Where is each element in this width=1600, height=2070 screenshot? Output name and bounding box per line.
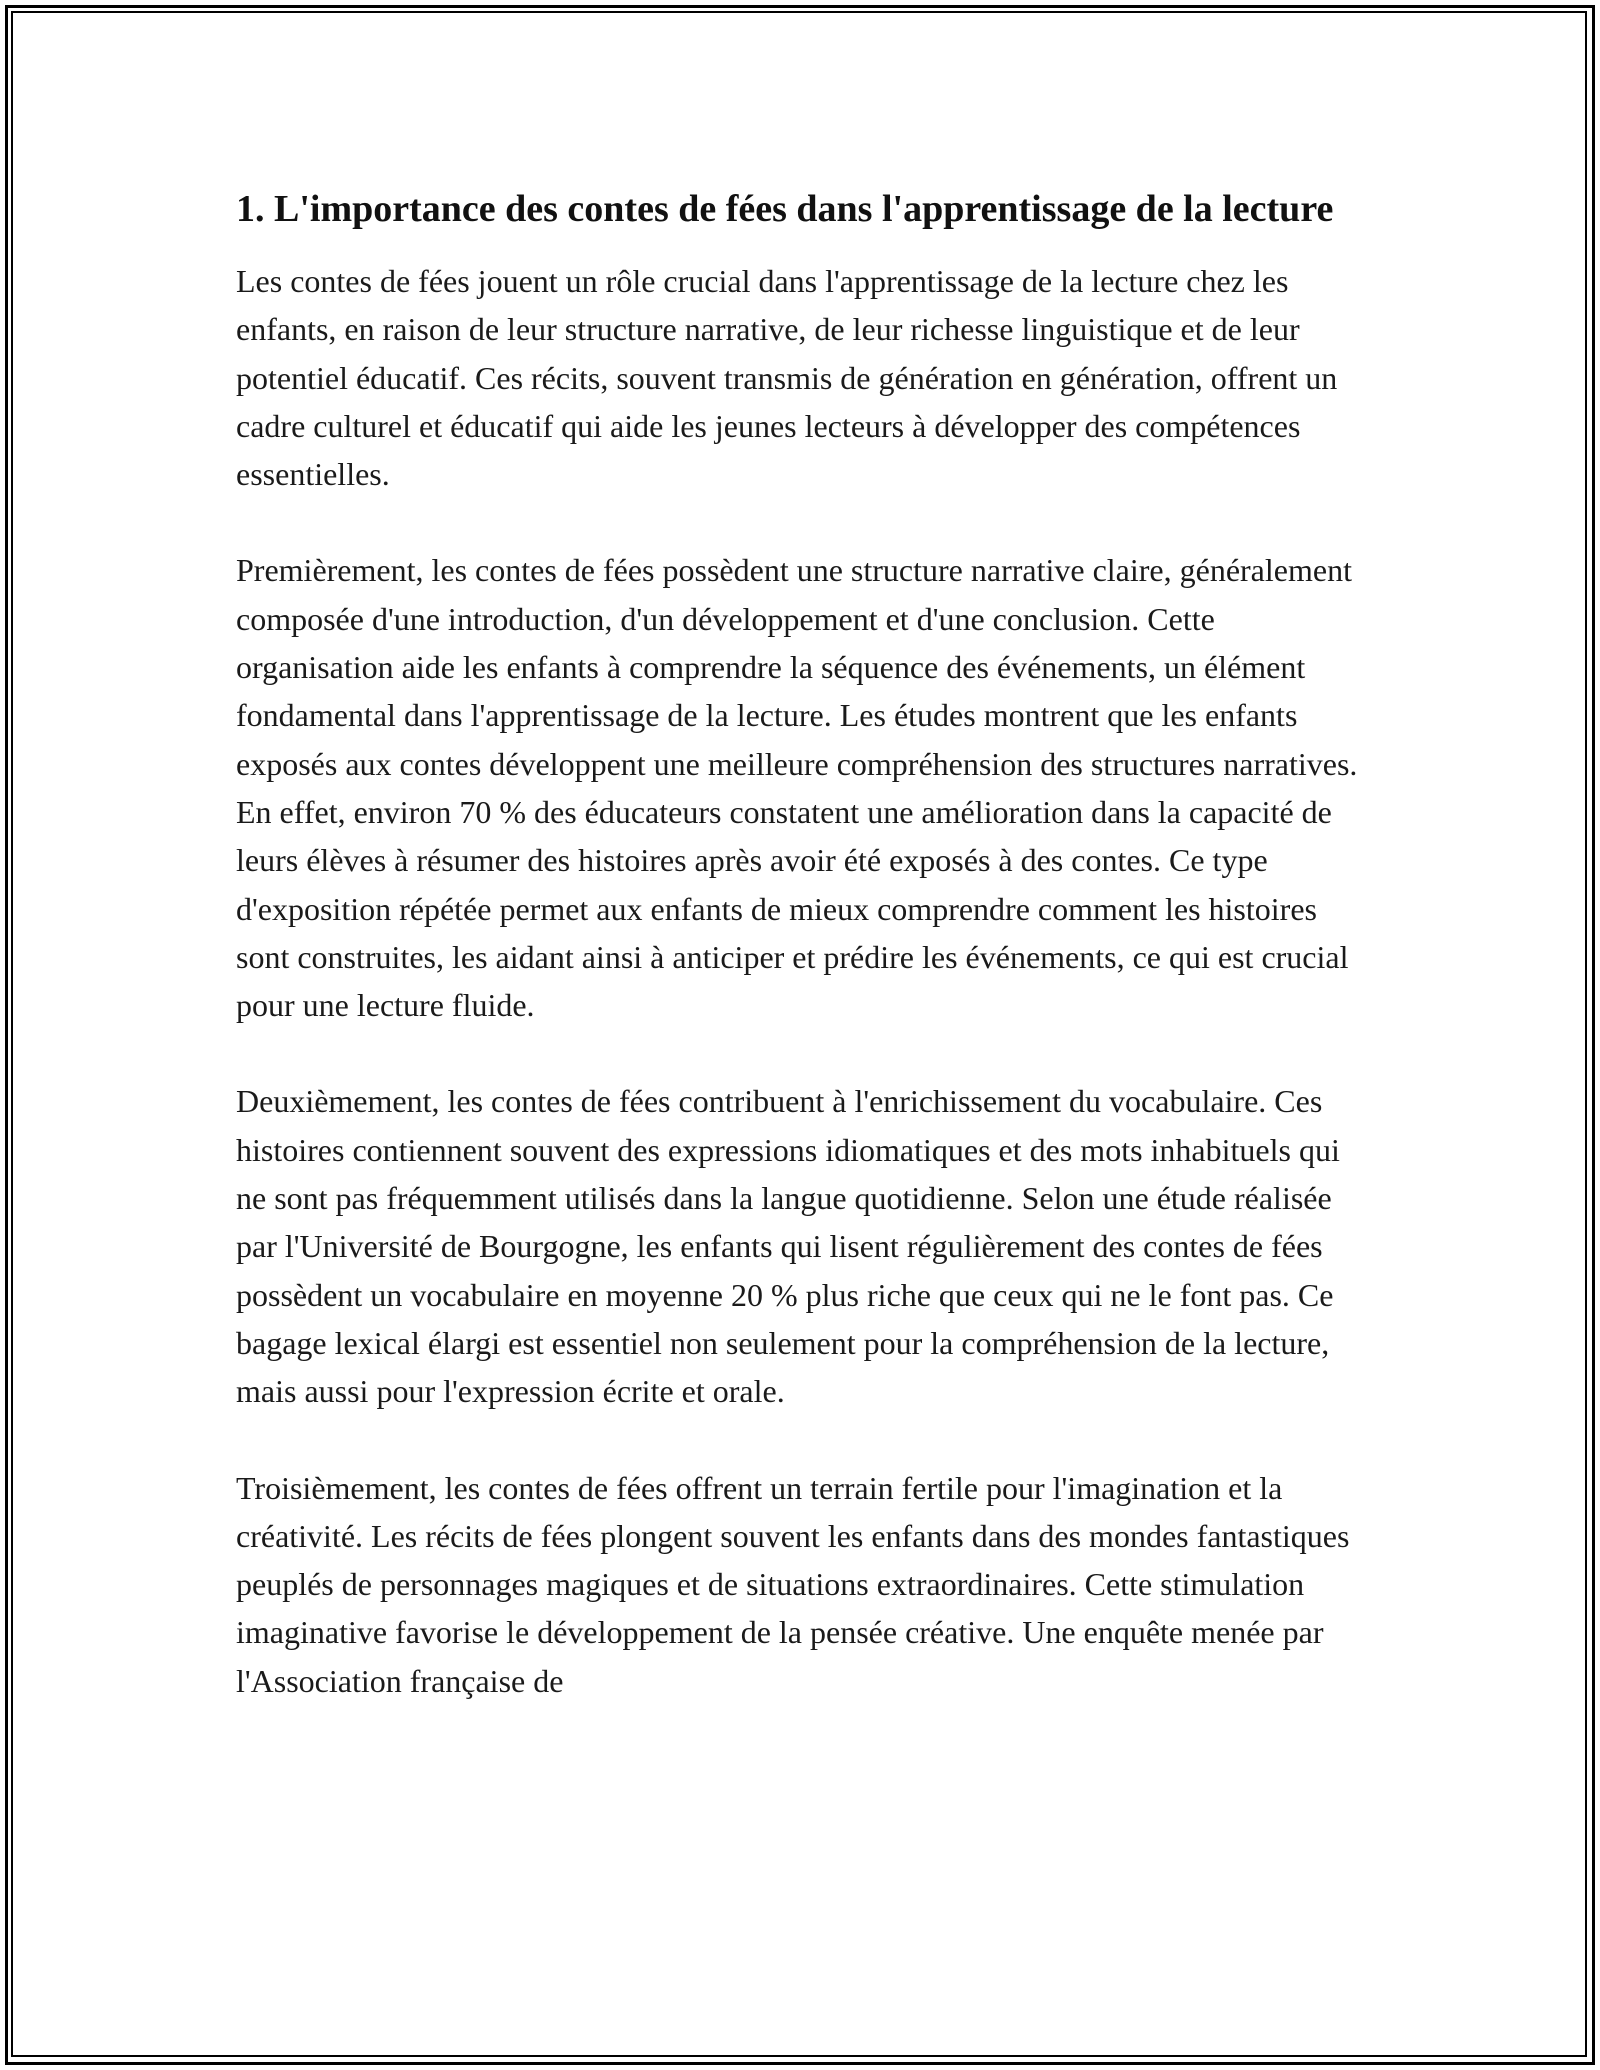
section-heading: 1. L'importance des contes de fées dans l'apprentissage de la lecture	[236, 188, 1334, 230]
paragraph-second-point: Deuxièmement, les contes de fées contribuent à l'enrichissement du vocabulaire. Ces histoires contiennent souvent des expressions idiomatiques et des mots inhabituels qui ne sont pas fréquemment utilisés dans la langue quotidienne. Selon une étude réalisée par l'Université de Bourgogne, les enfants qui lisent régulièrement des contes de fées possèdent un vocabulaire en moyenne 20 % plus riche que ceux qui ne le font pas. Ce bagage lexical élargi est essentiel non seulement pour la compréhension de la lecture, mais aussi pour l'expression écrite et orale.	[236, 1083, 1340, 1410]
paragraph-third-point: Troisièmement, les contes de fées offrent un terrain fertile pour l'imagination et la créativité. Les récits de fées plongent souvent les enfants dans des mondes fantastiques peuplés de personnages magiques et de situations extraordinaires. Cette stimulation imaginative favorise le développement de la pensée créative. Une enquête menée par l'Association française de	[236, 1469, 1350, 1699]
document-body	[236, 182, 1376, 1753]
paragraph-first-point: Premièrement, les contes de fées possèdent une structure narrative claire, généralement composée d'une introduction, d'un développement et d'une conclusion. Cette organisation aide les enfants à comprendre la séquence des événements, un élément fondamental dans l'apprentissage de la lecture. Les études montrent que les enfants exposés aux contes développent une meilleure compréhension des structures narratives. En effet, environ 70 % des éducateurs constatent une amélioration dans la capacité de leurs élèves à résumer des histoires après avoir été exposés à des contes. Ce type d'exposition répétée permet aux enfants de mieux comprendre comment les histoires sont construites, les aidant ainsi à anticiper et prédire les événements, ce qui est crucial pour une lecture fluide.	[236, 552, 1358, 1024]
paragraph-intro: Les contes de fées jouent un rôle crucial dans l'apprentissage de la lecture chez les enfants, en raison de leur structure narrative, de leur richesse linguistique et de leur potentiel éducatif. Ces récits, souvent transmis de génération en génération, offrent un cadre culturel et éducatif qui aide les jeunes lecteurs à développer des compétences essentielles.	[236, 263, 1338, 493]
